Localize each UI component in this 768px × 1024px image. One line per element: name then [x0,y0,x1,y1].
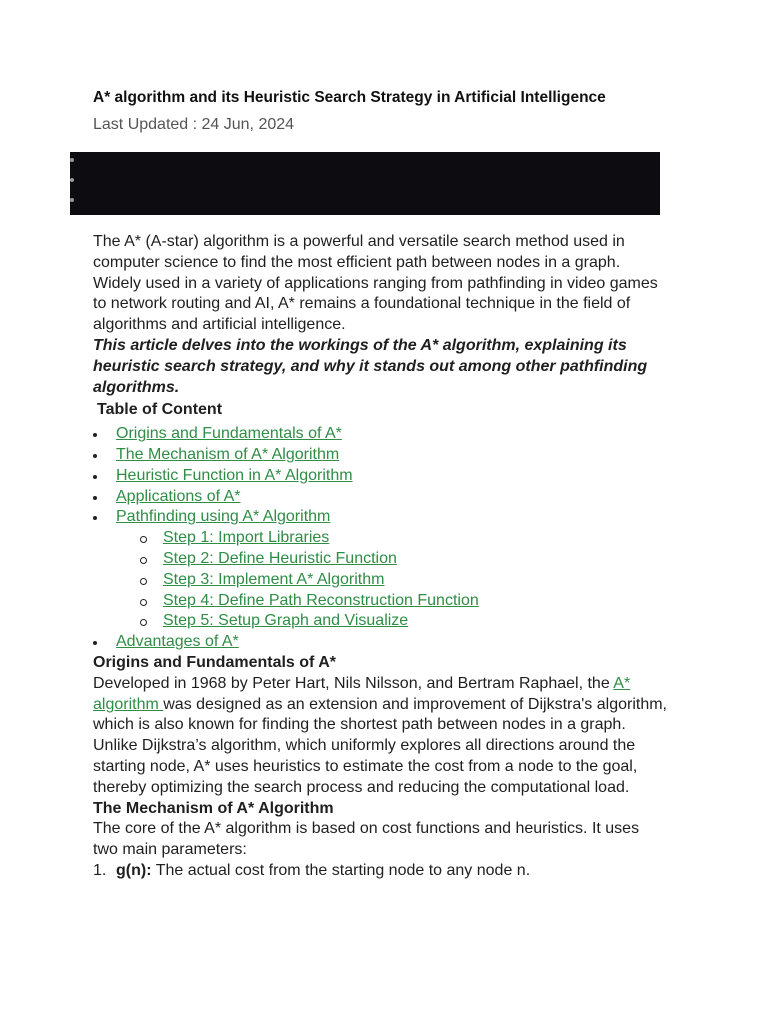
intro-emphasis: This article delves into the workings of the A* algorithm, explaining its heuristic search strategy, and why it stands out among other pathfinding algorithms. [93,336,648,396]
intro-paragraph: The A* (A-star) algorithm is a powerful and versatile search method used in computer science to find the most efficient path between nodes in a graph. Widely used in a variety of applications ranging from pathfinding in video games to network routing and AI, A* remains a foundational technique in the field of algorithms and artificial intelligence. [93,233,658,334]
mechanism-paragraph: The core of the A* algorithm is based on cost functions and heuristics. It uses two main parameters: [93,820,640,859]
list-term: g(n): [116,861,152,879]
toc-item [93,424,668,445]
toc-link-step-4[interactable]: Step 4: Define Path Reconstruction Function [163,591,479,609]
banner-bullet [70,178,74,182]
banner-bullet [70,158,74,162]
banner-bullet [70,198,74,202]
article-header [93,88,673,136]
list-desc: The actual cost from the starting node to any node n. [151,861,531,879]
list-item [93,861,668,882]
toc-subitem [93,570,668,591]
toc-subitem [93,528,668,549]
toc-subitem [93,611,668,632]
origins-text: Developed in 1968 by Peter Hart, Nils Nilsson, and Bertram Raphael, the [93,674,614,692]
toc-link-pathfinding[interactable]: Pathfinding using A* Algorithm [116,508,331,526]
section-heading-mechanism: The Mechanism of A* Algorithm [93,799,334,817]
toc-link-step-3[interactable]: Step 3: Implement A* Algorithm [163,570,385,588]
dark-banner [70,152,660,215]
toc-item [93,632,668,653]
toc-link-step-5[interactable]: Step 5: Setup Graph and Visualize [163,612,409,630]
origins-paragraph [93,674,668,799]
toc-link-step-2[interactable]: Step 2: Define Heuristic Function [163,549,397,567]
table-of-contents [93,424,668,653]
toc-item [93,445,668,466]
toc-link-mechanism[interactable]: The Mechanism of A* Algorithm [116,445,340,463]
list-number: 1. [93,861,107,879]
toc-subitem [93,549,668,570]
last-updated: Last Updated : 24 Jun, 2024 [93,116,295,133]
toc-link-applications[interactable]: Applications of A* [116,487,241,505]
toc-subitem [93,591,668,612]
toc-item [93,507,668,528]
toc-link-origins[interactable]: Origins and Fundamentals of A* [116,425,342,443]
toc-title: Table of Content [97,401,223,419]
section-heading-origins: Origins and Fundamentals of A* [93,653,336,671]
article-title: A* algorithm and its Heuristic Search Strategy in Artificial Intelligence [93,89,606,106]
a-star-algorithm-link[interactable]: A* algorithm [93,674,631,713]
toc-link-advantages[interactable]: Advantages of A* [116,633,239,651]
toc-item [93,487,668,508]
toc-link-heuristic[interactable]: Heuristic Function in A* Algorithm [116,466,353,484]
toc-link-step-1[interactable]: Step 1: Import Libraries [163,529,330,547]
toc-item [93,466,668,487]
origins-text-cont: was designed as an extension and improvement of Dijkstra's algorithm, which is also known for finding the shortest path between nodes in a graph. Unlike Dijkstra’s algorithm, which uniformly explores all directions around the starting node, A* uses heuristics to estimate the cost from a node to the goal, thereby optimizing the search process and reducing the computational load. [93,695,667,796]
article-body [93,232,668,882]
